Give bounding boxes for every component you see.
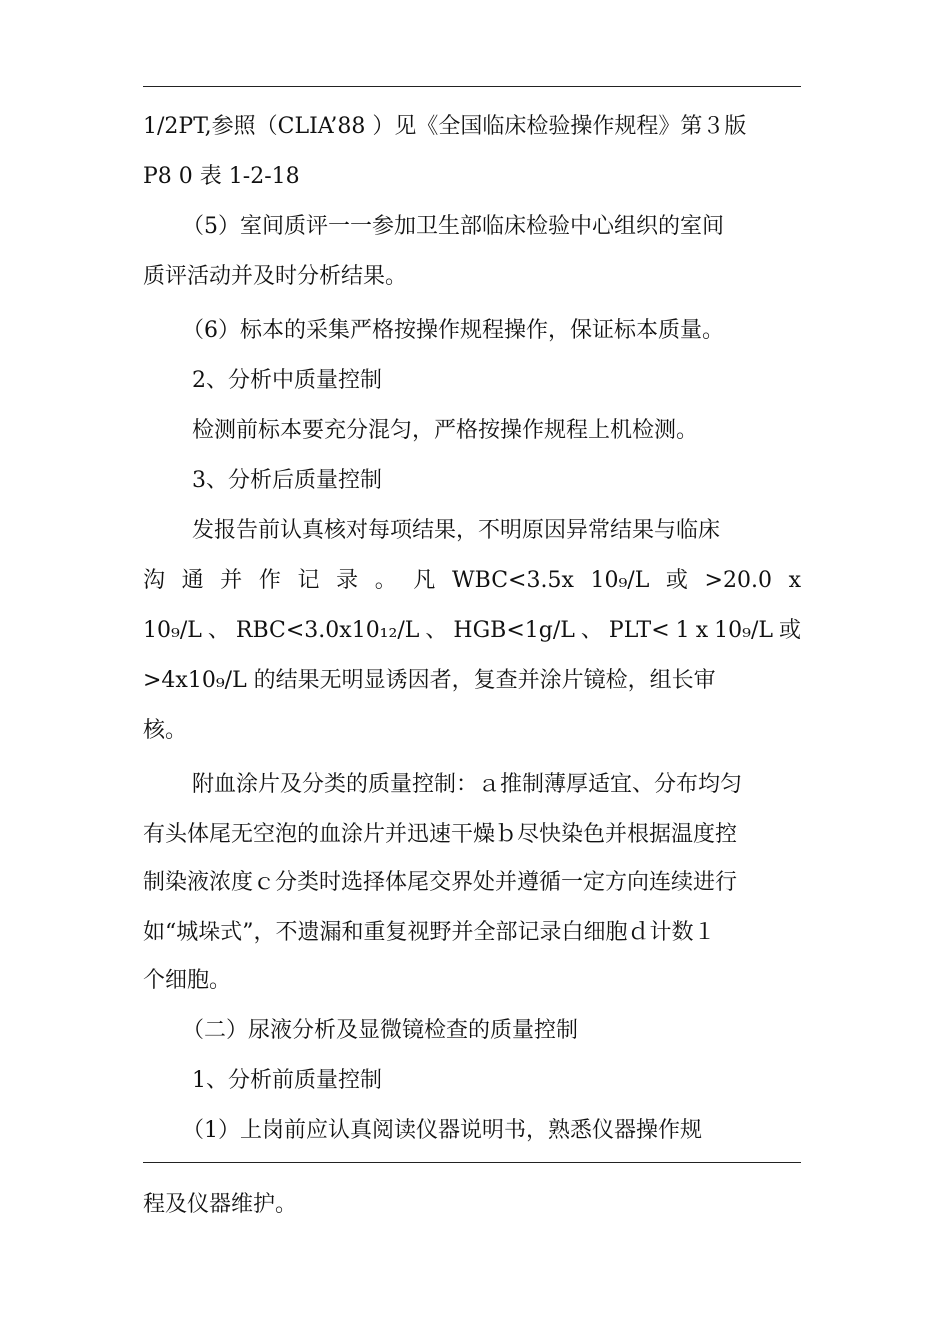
text-token: x: [788, 568, 801, 593]
text-token: 作: [258, 568, 281, 593]
text-token: >20.0: [704, 568, 772, 593]
text-token: 凡: [413, 568, 436, 593]
section-heading: （二）尿液分析及显微镜检查的质量控制: [182, 1018, 579, 1043]
text-line: 检测前标本要充分混匀，严格按操作规程上机检测。: [192, 418, 699, 443]
text-token: 10₉/L: [143, 618, 202, 643]
text-token: 1: [675, 618, 690, 643]
text-token: 、: [207, 618, 230, 643]
text-line: 发报告前认真核对每项结果，不明原因异常结果与临床: [192, 518, 721, 543]
text-line: 个细胞。: [143, 968, 232, 993]
text-line: 程及仪器维护。: [143, 1192, 298, 1217]
text-token: 并: [220, 568, 243, 593]
text-line: 1/2PT,参照（CLIA’88 ）见《全国临床检验操作规程》第３版: [143, 114, 747, 139]
text-line: （1）上岗前应认真阅读仪器说明书，熟悉仪器操作规: [182, 1118, 702, 1143]
footer-rule: [143, 1162, 801, 1163]
text-token: 录: [336, 568, 359, 593]
text-line-justified: [143, 616, 801, 646]
text-line: （5）室间质评一一参加卫生部临床检验中心组织的室间: [182, 214, 724, 239]
text-line: （6）标本的采集严格按操作规程操作，保证标本质量。: [182, 318, 724, 343]
text-line: 附血涂片及分类的质量控制：ａ推制薄厚适宜、分布均匀: [192, 772, 743, 797]
text-line: >4x10₉/L 的结果无明显诱因者，复查并涂片镜检，组长审: [143, 668, 716, 693]
text-line: 有头体尾无空泡的血涂片并迅速干燥ｂ尽快染色并根据温度控: [143, 822, 738, 847]
text-line-justified: [143, 566, 801, 596]
text-token: HGB<1g/L: [453, 618, 575, 643]
text-token: 或: [778, 618, 801, 643]
section-heading: 2、分析中质量控制: [192, 368, 382, 393]
text-line: 如“城垛式”，不遗漏和重复视野并全部记录白细胞ｄ计数１: [143, 920, 716, 945]
header-rule: [143, 86, 801, 87]
text-token: 、: [580, 618, 603, 643]
text-token: 沟: [143, 568, 166, 593]
text-line: 质评活动并及时分析结果。: [143, 264, 408, 289]
text-token: PLT<: [608, 618, 670, 643]
text-line: P8 0 表 1-2-18: [143, 164, 300, 189]
text-token: 10₉/L: [714, 618, 773, 643]
text-token: RBC<3.0x10₁₂/L: [235, 618, 420, 643]
section-heading: 3、分析后质量控制: [192, 468, 382, 493]
text-line: 核。: [143, 718, 188, 743]
text-line: 制染液浓度ｃ分类时选择体尾交界处并遵循一定方向连续进行: [143, 870, 738, 895]
text-token: 。: [374, 568, 397, 593]
text-token: x: [695, 618, 709, 643]
text-token: 记: [297, 568, 320, 593]
section-heading: 1、分析前质量控制: [192, 1068, 382, 1093]
text-token: 或: [665, 568, 688, 593]
text-token: 10₉/L: [590, 568, 650, 593]
text-token: 通: [181, 568, 204, 593]
text-token: WBC<3.5x: [452, 568, 574, 593]
text-token: 、: [425, 618, 448, 643]
